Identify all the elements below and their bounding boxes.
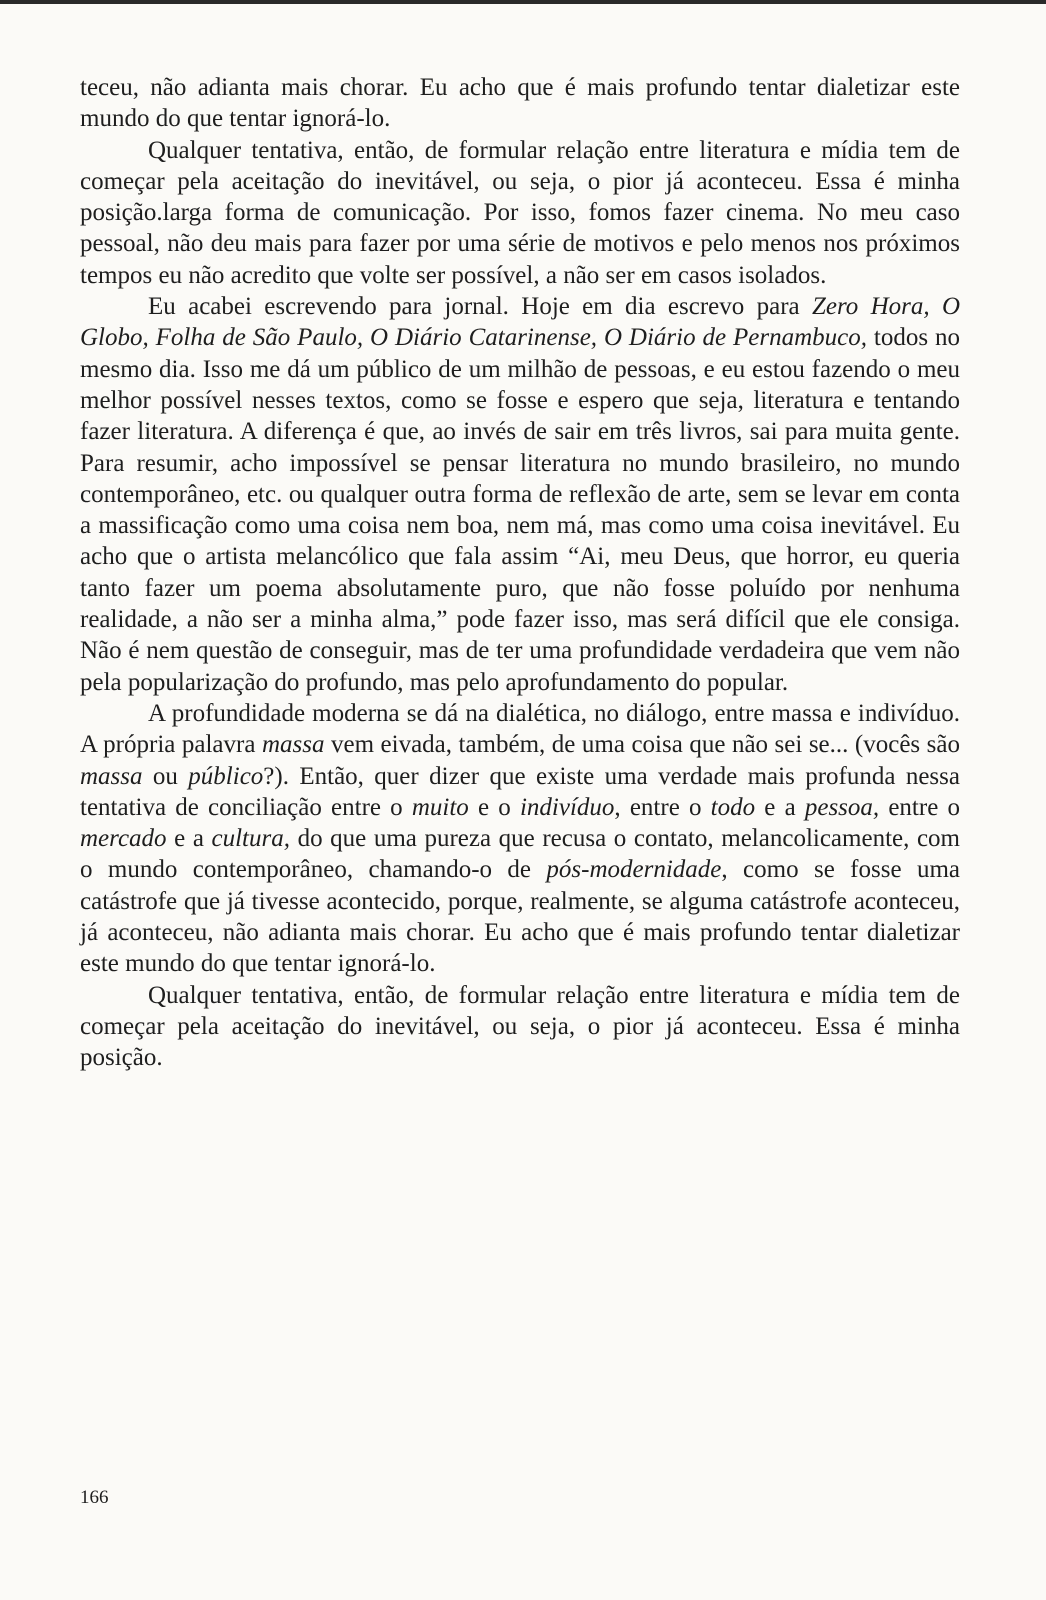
italic-text-run: cultura, — [211, 825, 290, 853]
italic-text-run: todo — [710, 793, 756, 821]
text-run: Qualquer tentativa, então, de formular relação entre literatura e mídia tem de começar pela aceitação do inevitável, ou seja, o pior já aconteceu. Essa é minha posição.larga forma de comunicação. Por isso, fomos fazer cinema. No meu caso pessoal, não deu mais para fazer por uma série de motivos e pelo menos nos próximos tempos eu não acredito que volte ser possível, a não ser em casos isolados. — [80, 136, 960, 289]
italic-text-run: mercado — [80, 825, 167, 853]
italic-text-run: público — [188, 762, 264, 790]
paragraph — [80, 698, 960, 980]
text-run: , como se fosse uma catástrofe que já tivesse acontecido, porque, realmente, se alguma catástrofe aconteceu, já aconteceu, não adianta mais chorar. Eu acho que é mais profundo tentar dialetizar este mundo do que tentar ignorá-lo. — [80, 856, 960, 978]
paragraph — [80, 72, 960, 135]
italic-text-run: indivíduo — [519, 793, 615, 821]
text-run: todos no mesmo dia. Isso me dá um público de um milhão de pessoas, e eu estou fazendo o meu melhor possível nesses textos, como se fosse e espero que seja, literatura e tentando fazer literatura. A diferença é que, ao invés de sair em três livros, sai para muita gente. Para resumir, acho impossível se pensar literatura no mundo brasileiro, no mundo contemporâneo, etc. ou qualquer outra forma de reflexão de arte, sem se levar em conta a massificação como uma coisa nem boa, nem má, mas como uma coisa inevitável. Eu acho que o artista melancólico que fala assim “Ai, meu Deus, que horror, eu queria tanto fazer um poema absolutamente puro, que não fosse poluído por nenhuma realidade, a não ser a minha alma,” pode fazer isso, mas será difícil que ele consiga. Não é nem questão de conseguir, mas de ter uma profundidade verdadeira que vem não pela popularização do profundo, mas pelo aprofundamento do popular. — [80, 324, 960, 696]
text-run: Qualquer tentativa, então, de formular relação entre literatura e mídia tem de começar pela aceitação do inevitável, ou seja, o pior já aconteceu. Essa é minha posição. — [80, 981, 960, 1072]
text-run: vem eivada, também, de uma coisa que não sei se... (vocês são — [324, 731, 960, 759]
text-run: ?). Então, quer dizer que existe uma verdade mais profunda nessa tentativa de conciliação entre o — [80, 762, 960, 821]
paragraph — [80, 291, 960, 698]
text-run: e o — [468, 793, 520, 821]
page-body-text — [80, 72, 960, 1074]
italic-text-run: massa — [80, 762, 143, 790]
paragraph — [80, 980, 960, 1074]
paragraph — [80, 135, 960, 291]
text-run: ou — [142, 762, 189, 790]
text-run: , entre o — [614, 793, 711, 821]
text-run: e a — [166, 825, 212, 853]
text-run: A profundidade moderna se dá na dialética, no diálogo, entre massa e indivíduo. A própria palavra — [80, 699, 960, 759]
text-run: entre o — [879, 793, 960, 821]
italic-text-run: pessoa, — [804, 793, 880, 821]
page-top-edge — [0, 0, 1046, 4]
text-run: do que uma pureza que recusa o contato, melancolicamente, com o mundo contemporâneo, chamando-o de — [80, 825, 960, 884]
text-run: Eu acabei escrevendo para jornal. Hoje em dia escrevo para — [148, 293, 812, 321]
italic-text-run: massa — [261, 731, 325, 759]
italic-text-run: muito — [411, 793, 469, 821]
text-run: e a — [755, 793, 805, 821]
page-number: 166 — [80, 1487, 109, 1508]
text-run: teceu, não adianta mais chorar. Eu acho que é mais profundo tentar dialetizar este mundo do que tentar ignorá-lo. — [80, 74, 960, 133]
italic-text-run: Zero Hora, O Globo, Folha de São Paulo, O Diário Catarinense, O Diário de Pernambuco, — [80, 293, 960, 352]
italic-text-run: pós-modernidade — [546, 856, 722, 884]
